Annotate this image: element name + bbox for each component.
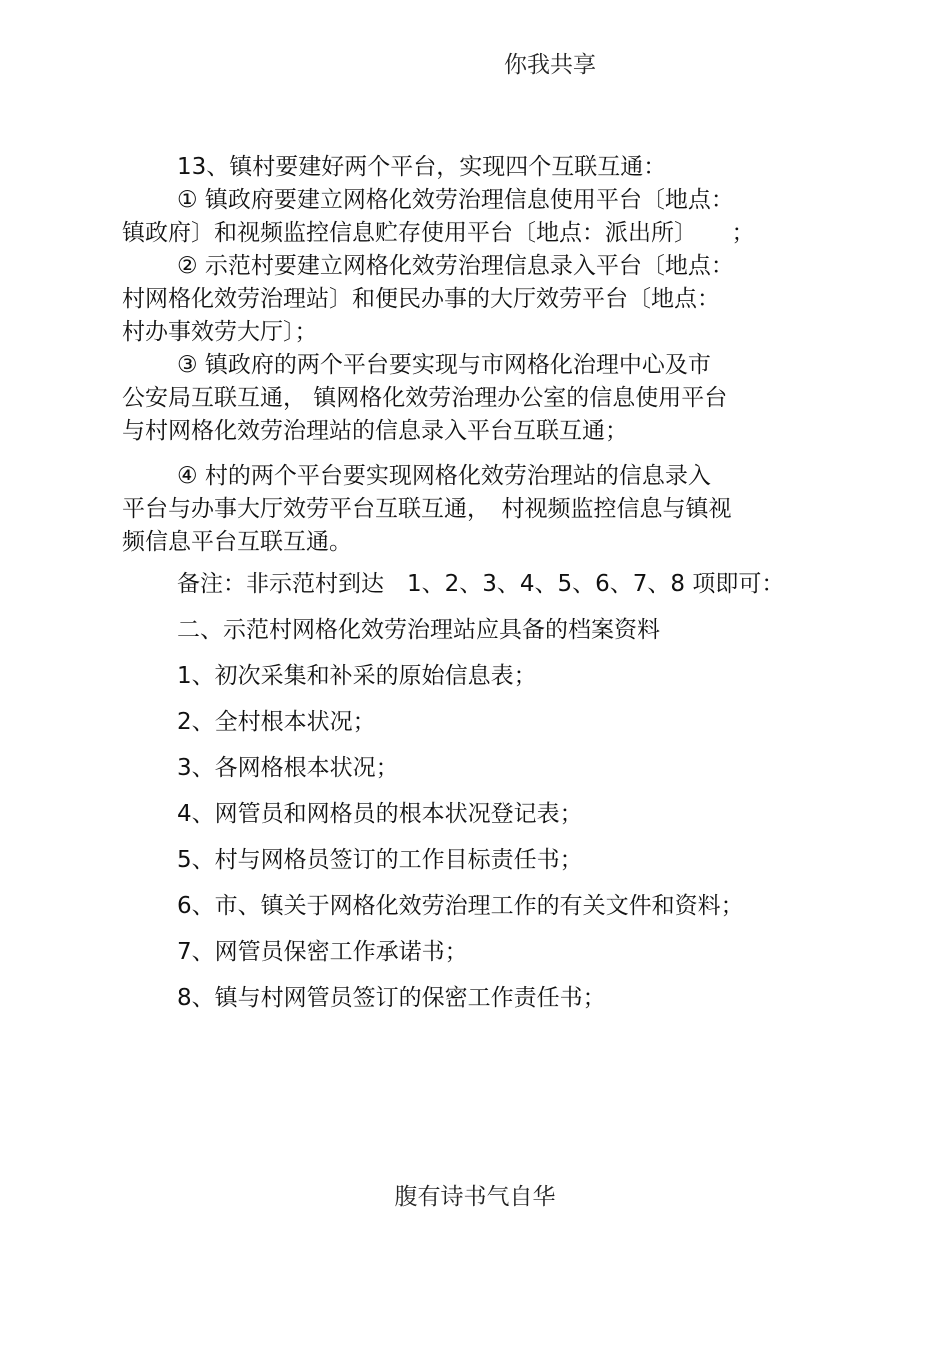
page-footer: 腹有诗书气自华	[394, 1184, 556, 1210]
list-item: 7、网管员保密工作承诺书；	[177, 939, 468, 965]
list-item: 4、网管员和网格员的根本状况登记表；	[177, 801, 583, 827]
item-13-p4-line1: ④ 村的两个平台要实现网格化效劳治理站的信息录入	[177, 463, 711, 489]
item-13-p2-line3: 村办事效劳大厅〕；	[122, 319, 318, 345]
page-header: 你我共享	[504, 52, 596, 78]
item-13-title: 13、镇村要建好两个平台，实现四个互联互通：	[177, 154, 667, 180]
list-item: 3、各网格根本状况；	[177, 755, 399, 781]
section-2-title: 二、示范村网格化效劳治理站应具备的档案资料	[177, 617, 660, 643]
item-13-p3-line2: 公安局互联互通， 镇网格化效劳治理办公室的信息使用平台	[122, 385, 728, 411]
item-13-p2-line2: 村网格化效劳治理站〕和便民办事的大厅效劳平台〔地点：	[122, 286, 720, 312]
list-item: 5、村与网格员签订的工作目标责任书；	[177, 847, 583, 873]
list-item: 2、全村根本状况；	[177, 709, 376, 735]
list-item: 6、市、镇关于网格化效劳治理工作的有关文件和资料；	[177, 893, 744, 919]
item-13-p2-line1: ② 示范村要建立网格化效劳治理信息录入平台〔地点：	[177, 253, 734, 279]
item-13-p4-line2: 平台与办事大厅效劳平台互联互通， 村视频监控信息与镇视	[122, 496, 732, 522]
item-13-p1-line1: ① 镇政府要建立网格化效劳治理信息使用平台〔地点：	[177, 187, 734, 213]
item-13-p3-line3: 与村网格化效劳治理站的信息录入平台互联互通；	[122, 418, 628, 444]
list-item: 1、初次采集和补采的原始信息表；	[177, 663, 537, 689]
document-body	[122, 151, 842, 1021]
list-item: 8、镇与村网管员签订的保密工作责任书；	[177, 985, 606, 1011]
item-13-p1-line2: 镇政府〕和视频监控信息贮存使用平台〔地点：派出所〕 ；	[122, 220, 755, 246]
note-line: 备注：非示范村到达 1、2、3、4、5、6、7、8 项即可：	[177, 571, 785, 597]
item-13-p4-line3: 频信息平台互联互通。	[122, 529, 352, 555]
item-13-p3-line1: ③ 镇政府的两个平台要实现与市网格化治理中心及市	[177, 352, 711, 378]
